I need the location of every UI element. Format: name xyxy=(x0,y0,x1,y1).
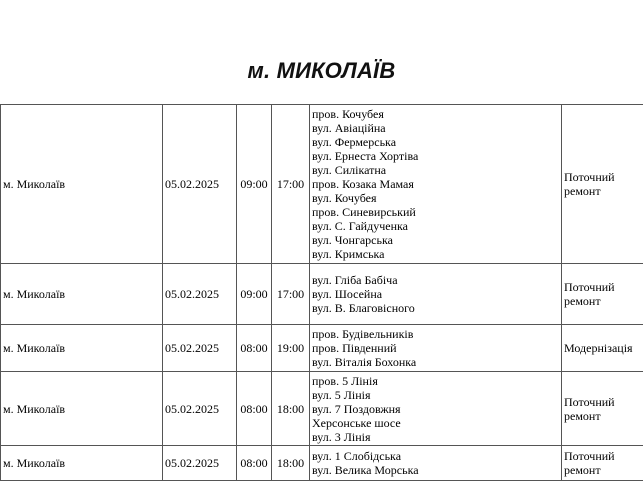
street-item: вул. 5 Лінія xyxy=(312,387,371,402)
table-row xyxy=(1,264,643,325)
date-cell: 05.02.2025 xyxy=(163,446,237,481)
end-time-cell: 17:00 xyxy=(272,264,310,325)
street-item: вул. 3 Лінія xyxy=(312,429,371,444)
street-item: вул. 7 Поздовжня xyxy=(312,401,401,416)
street-item: пров. Кочубея xyxy=(312,107,384,121)
end-time-cell: 18:00 xyxy=(272,372,310,446)
reason-cell: Поточний ремонт xyxy=(562,372,643,446)
street-item: вул. Силікатна xyxy=(312,163,387,177)
street-item: вул. 1 Слобідська xyxy=(312,449,402,463)
table-row xyxy=(1,325,643,372)
street-item: вул. Гліба Бабіча xyxy=(312,273,398,287)
city-cell: м. Миколаїв xyxy=(1,105,163,264)
street-item: вул. С. Гайдученка xyxy=(312,219,408,233)
date-cell: 05.02.2025 xyxy=(163,264,237,325)
streets-cell xyxy=(310,105,562,264)
street-item: пров. Синевирський xyxy=(312,205,416,219)
city-cell: м. Миколаїв xyxy=(1,325,163,372)
reason-cell: Поточний ремонт xyxy=(562,105,643,264)
table-row xyxy=(1,105,643,264)
city-cell: м. Миколаїв xyxy=(1,264,163,325)
reason-cell: Поточний ремонт xyxy=(562,264,643,325)
streets-cell xyxy=(310,325,562,372)
streets-cell xyxy=(310,446,562,481)
start-time-cell: 09:00 xyxy=(237,105,272,264)
street-item: вул. Шосейна xyxy=(312,287,383,301)
street-item: вул. Авіаційна xyxy=(312,121,386,135)
city-cell: м. Миколаїв xyxy=(1,372,163,446)
street-item: вул. Фермерська xyxy=(312,135,397,149)
street-item: вул. Кочубея xyxy=(312,191,377,205)
date-cell: 05.02.2025 xyxy=(163,325,237,372)
start-time-cell: 08:00 xyxy=(237,325,272,372)
end-time-cell: 17:00 xyxy=(272,105,310,264)
streets-cell xyxy=(310,264,562,325)
street-item: пров. 5 Лінія xyxy=(312,373,378,388)
street-item: вул. В. Благовісного xyxy=(312,301,415,315)
street-item: вул. Ернеста Хортіва xyxy=(312,149,419,163)
street-item: пров. Південний xyxy=(312,341,397,355)
start-time-cell: 09:00 xyxy=(237,264,272,325)
page-title: м. МИКОЛАЇВ xyxy=(247,58,396,83)
street-item: вул. Кримська xyxy=(312,247,385,261)
table-row xyxy=(1,372,643,446)
street-item: Херсонське шосе xyxy=(312,415,401,430)
street-item: пров. Козака Мамая xyxy=(312,177,414,191)
street-item: пров. Будівельників xyxy=(312,327,414,341)
date-cell: 05.02.2025 xyxy=(163,105,237,264)
reason-cell: Модернізація xyxy=(562,325,643,372)
outage-schedule-table xyxy=(0,104,643,481)
city-cell: м. Миколаїв xyxy=(1,446,163,481)
street-item: вул. Велика Морська xyxy=(312,463,419,477)
end-time-cell: 18:00 xyxy=(272,446,310,481)
date-cell: 05.02.2025 xyxy=(163,372,237,446)
start-time-cell: 08:00 xyxy=(237,372,272,446)
start-time-cell: 08:00 xyxy=(237,446,272,481)
end-time-cell: 19:00 xyxy=(272,325,310,372)
street-item: вул. Віталія Бохонка xyxy=(312,355,417,369)
table-row xyxy=(1,446,643,481)
reason-cell: Поточний ремонт xyxy=(562,446,643,481)
streets-cell xyxy=(310,372,562,446)
street-item: вул. Чонгарська xyxy=(312,233,393,247)
